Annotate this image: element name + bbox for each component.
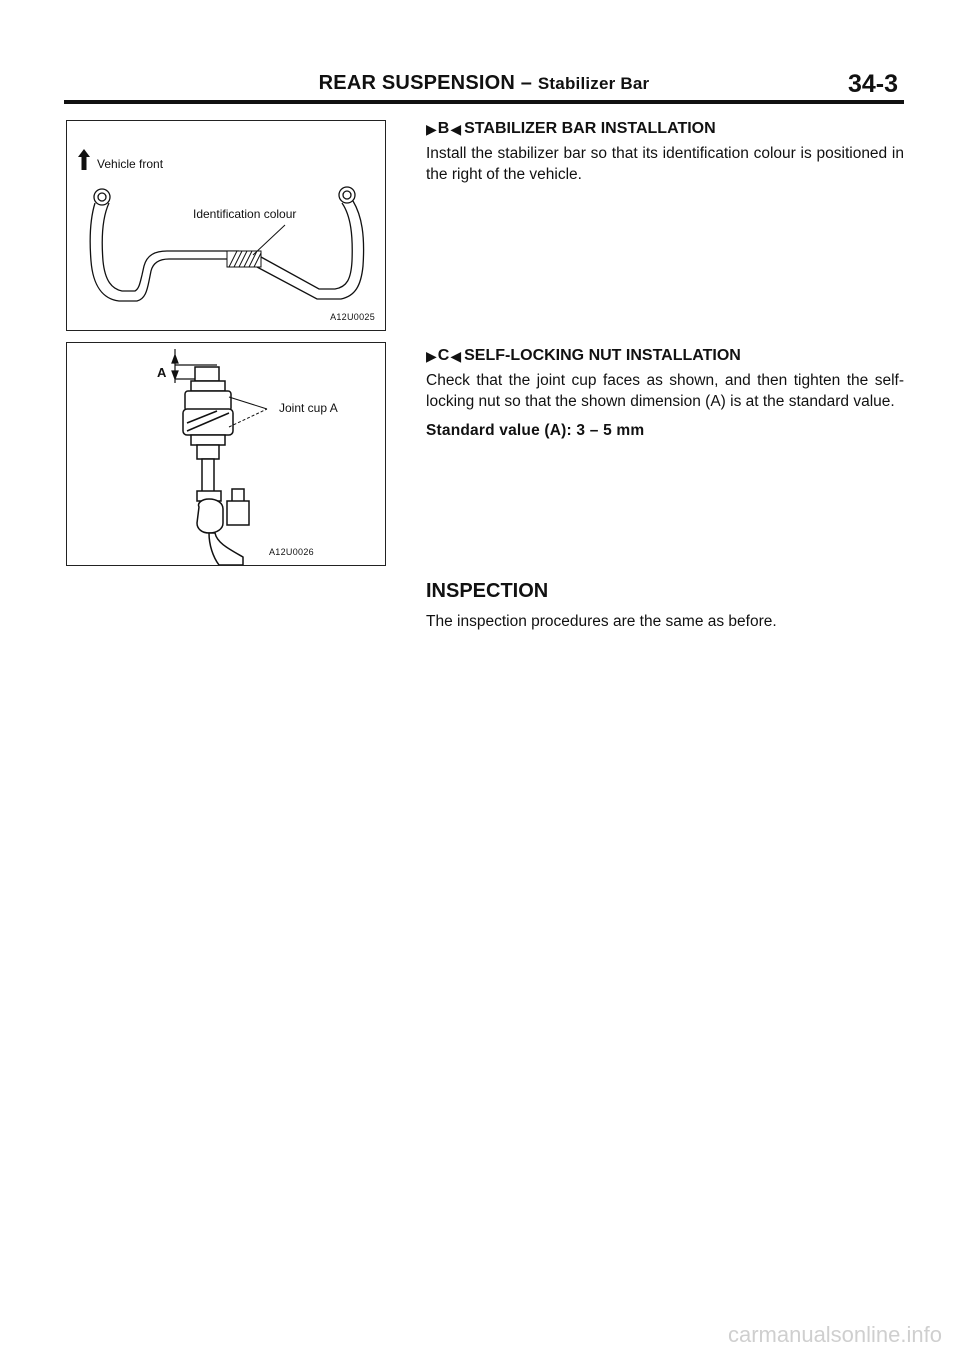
section-c-title: SELF-LOCKING NUT INSTALLATION — [464, 347, 741, 364]
figure2-code: A12U0026 — [269, 547, 314, 557]
watermark: carmanualsonline.info — [727, 1322, 942, 1347]
figure-joint-cup — [66, 342, 386, 566]
section-b-heading — [426, 120, 904, 138]
section-c-heading — [426, 347, 904, 365]
right-triangle-icon: ▶ — [426, 120, 437, 137]
right-triangle-icon: ▶ — [426, 347, 437, 364]
header-separator: – — [520, 72, 533, 94]
vehicle-front-label: Vehicle front — [97, 157, 164, 171]
section-c-body: Check that the joint cup faces as shown, and then tighten the self-locking nut so that the shown dimension (A) is at the standard value. — [426, 372, 904, 410]
standard-value: Standard value (A): 3 – 5 mm — [426, 422, 645, 439]
section-b-marker-letter: B — [437, 120, 450, 137]
header-subtitle: Stabilizer Bar — [537, 74, 650, 93]
header-rule — [64, 100, 904, 104]
vehicle-front-arrow-icon — [78, 149, 90, 170]
left-bar-end — [90, 189, 239, 301]
header-title: REAR SUSPENSION — [318, 72, 516, 94]
header-title-line — [64, 72, 904, 95]
joint-cup-label: Joint cup A — [279, 401, 338, 415]
section-inspection — [426, 580, 904, 632]
left-triangle-icon: ◀ — [450, 120, 462, 137]
section-c-marker-letter: C — [437, 347, 450, 364]
identification-colour-label: Identification colour — [193, 207, 297, 221]
inspection-body: The inspection procedures are the same as before. — [426, 613, 777, 630]
identification-leader-line — [253, 225, 285, 255]
joint-cup-leader — [229, 397, 267, 427]
figure-stabilizer-bar — [66, 120, 386, 331]
section-stabilizer-bar-installation — [426, 120, 904, 185]
link-assembly — [183, 367, 249, 565]
section-b-body: Install the stabilizer bar so that its identification colour is positioned in the right of the vehicle. — [426, 145, 904, 183]
joint-cup-drawing — [67, 343, 385, 565]
section-b-title: STABILIZER BAR INSTALLATION — [464, 120, 716, 137]
section-self-locking-nut-installation — [426, 347, 904, 440]
stabilizer-bar-drawing — [67, 121, 385, 330]
right-bar-end — [257, 187, 364, 299]
page-header — [64, 72, 904, 102]
figure1-code: A12U0025 — [330, 312, 375, 322]
identification-colour-band — [227, 251, 261, 267]
dimension-a-label: A — [157, 365, 167, 380]
inspection-heading: INSPECTION — [426, 580, 549, 602]
left-triangle-icon: ◀ — [450, 347, 462, 364]
page-number: 34-3 — [847, 70, 898, 98]
